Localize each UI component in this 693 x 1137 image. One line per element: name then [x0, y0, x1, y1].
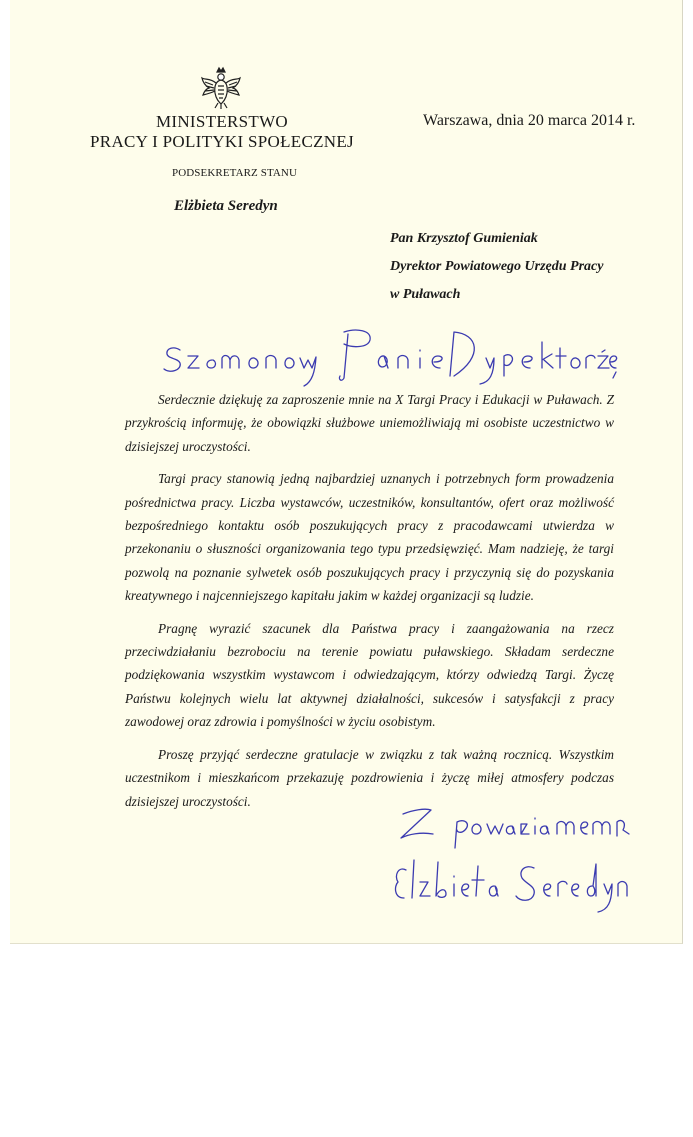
sender-position: PODSEKRETARZ STANU	[172, 167, 298, 179]
letter-date: Warszawa, dnia 20 marca 2014 r.	[423, 112, 636, 129]
handwritten-closing	[395, 800, 645, 850]
ministry-line-2: PRACY I POLITYKI SPOŁECZNEJ	[90, 132, 354, 151]
eagle-emblem-icon	[199, 66, 243, 110]
letter-page	[10, 0, 683, 944]
recipient-address	[390, 225, 603, 309]
paragraph-2: Targi pracy stanowią jedną najbardziej uznanych i potrzebnych form prowadzenia pośrednictwa pracy. Liczba wystawców, uczestników, konsultantów, ofert oraz możliwość bezpośredniego kontaktu osób poszukujących pracy z pracodawcami utwierdza w przekonaniu o słuszności organizowania tego typu przedsięwzięć. Mam nadzieję, że targi pozwolą na poznanie sylwetek osób poszukujących pracy i przyczynią się do pozyskania kreatywnego i najcenniejszego kapitału jakim w każdej organizacji są ludzie.	[125, 471, 614, 604]
ministry-name	[90, 112, 354, 152]
letter-body	[125, 388, 614, 822]
handwritten-signature	[390, 852, 640, 914]
paragraph-3: Pragnę wyrazić szacunek dla Państwa pracy i zaangażowania na rzecz przeciwdziałaniu bezrobociu na terenie powiatu puławskiego. Składam serdeczne podziękowania wszystkim wystawcom i odwiedzającym, którzy odwiedzą Targi. Życzę Państwu kolejnych wielu lat aktywnej działalności, sukcesów i satysfakcji z pracy zawodowej oraz zdrowia i pomyślności w życiu osobistym.	[125, 620, 614, 730]
recipient-location: w Puławach	[390, 287, 461, 302]
paragraph-1: Serdecznie dziękuję za zaproszenie mnie na X Targi Pracy i Edukacji w Puławach. Z przykrością informuję, że obowiązki służbowe uniemożliwiają mi osobiste uczestnictwo w dzisiejszej uroczystości.	[125, 392, 614, 454]
ministry-line-1: MINISTERSTWO	[155, 112, 289, 131]
paragraph-4: Proszę przyjąć serdeczne gratulacje w związku z tak ważną rocznicą. Wszystkim uczestnikom i mieszkańcom przekazuję pozdrowienia i życzę miłej atmosfery podczas dzisiejszej uroczystości.	[125, 746, 614, 809]
sender-name: Elżbieta Seredyn	[174, 198, 278, 214]
recipient-title: Dyrektor Powiatowego Urzędu Pracy	[390, 259, 604, 274]
recipient-name: Pan Krzysztof Gumieniak	[390, 231, 538, 246]
handwritten-salutation	[158, 320, 618, 390]
